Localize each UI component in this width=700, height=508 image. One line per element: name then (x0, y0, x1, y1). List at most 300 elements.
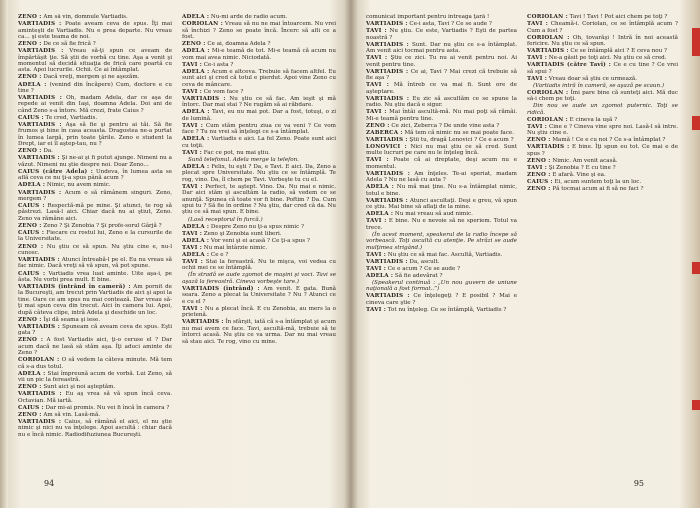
dialogue-line (182, 306, 336, 319)
dialogue-line (182, 89, 336, 95)
dialogue-text: Vreau să nu ne mai întoarcem. Nu vrei să închizi ? Zeno se poate încă. Încerc să afli ce a fost. (182, 21, 336, 40)
dialogue-text: Îşi dă seama şi iese. (43, 316, 101, 323)
dialogue-line (527, 62, 678, 75)
speaker-name: ZENO : (18, 74, 42, 81)
dialogue-line (18, 148, 172, 154)
dialogue-line (366, 211, 517, 217)
dialogue-text: Ce-i asta, Tavi ? Ce se aude ? (409, 21, 492, 28)
dialogue-line (18, 357, 172, 370)
dialogue-line (18, 115, 172, 121)
dialogue-text: Ce se întâmplă aici ? E ceva nou ? (570, 48, 668, 55)
dialogue-text: Nu ştiu ce să spun. Nu ştiu cine e, nu-l cunosc. (18, 243, 172, 256)
speaker-name: ADELA : (18, 81, 47, 88)
dialogue-text: Ei, acum suntem toţi la un loc. (554, 178, 642, 185)
dialogue-line (527, 137, 678, 143)
dialogue-line (18, 405, 172, 411)
dialogue-text: Ce ai, doamna Adela ? (207, 41, 271, 47)
dialogue-line (182, 14, 336, 20)
dialogue-line (366, 252, 517, 258)
speaker-name: TAVI : (182, 183, 203, 190)
speaker-name: VARTIADIS : (366, 95, 410, 102)
dialogue-line (366, 137, 517, 143)
speaker-name: ZABERCA : (366, 129, 403, 136)
dialogue-line (527, 179, 678, 185)
speaker-name: VARTIADIS : (366, 170, 411, 177)
speaker-name: VARTIADIS : (366, 41, 409, 48)
dialogue-text: Sunt aici şi noi aşteptăm. (43, 384, 116, 391)
dialogue-text: Am pornit de la Bucureşti, am trecut prin Vartiadis de aici şi apoi la tine. Oare ce am spus nu mai contează. Dar vreau să-ţi mai spun ceva din trecut. Aici în camera lui. Apoi, după câteva clipe, intră Adela şi deschide un loc. (18, 284, 172, 316)
dialogue-line (366, 157, 517, 170)
dialogue-line (366, 69, 517, 82)
dialogue-text: Te cred, Vartiadis. (45, 114, 98, 121)
speaker-name: ADELA : (182, 163, 210, 170)
dialogue-text: Da. (43, 148, 53, 155)
speaker-name: CAIUS : (18, 114, 44, 121)
dialogue-line (18, 182, 172, 188)
dialogue-line (527, 144, 678, 157)
speaker-name: TAVI : (527, 21, 548, 28)
speaker-name: ZENO : (527, 137, 551, 144)
dialogue-line (18, 337, 172, 356)
speaker-name: VARTIADIS : (527, 144, 570, 151)
speaker-name: ZENO : (527, 157, 551, 164)
dialogue-text: Am să vin. Lasă-mă. (43, 411, 101, 418)
speaker-name: TAVI : (366, 28, 387, 35)
stage-direction: (În acest moment, speakerul de la radio începe să vorbească. Toţi ascultă cu atenţie. Pe străzi se aude mulţimea strigând.) (366, 231, 517, 251)
dialogue-line (366, 273, 517, 279)
speaker-name: ADELA : (18, 370, 46, 377)
dialogue-text: Am venit. E gata. Bună seara. Zeno a plecat la Universitate ? Nu ? Atunci ce e cu el ? (182, 285, 336, 305)
dialogue-text: De ce să fie frică ? (43, 41, 96, 47)
dialogue-text: Respectă-mă pe mine. Şi atunci, te rog să păstrezi. Lasă-l aici. Chiar dacă nu ai ştiut, Zeno. Zeno va rămâne aici. (18, 203, 172, 222)
right-column-2 (527, 14, 678, 476)
dialogue-line (182, 245, 336, 251)
dialogue-text: Să fie adevărat ? (394, 272, 443, 279)
speaker-name: TAVI : (527, 164, 547, 171)
stage-direction: (În stradă se aude zgomot de maşini şi voci. Tavi se aşază la fereastră. Cineva vorbeşte tare.) (182, 272, 336, 285)
dialogue-text: Nici nu mai ştiu ce să cred. Sunt multe lucruri pe care nu le înţeleg încă. (366, 143, 517, 157)
dialogue-text: Stai împreună acum de vorbă. Lui Zeno, să vii un pic la fereastră. (18, 370, 172, 384)
dialogue-line (182, 238, 336, 244)
dialogue-line (182, 286, 336, 305)
dialogue-line (366, 123, 517, 129)
speaker-name: VARTIADIS (către Tavi) : (527, 62, 612, 69)
dialogue-line (182, 231, 336, 237)
dialogue-text: Da, ascult. (409, 258, 440, 265)
red-bookmark-tab (692, 262, 700, 274)
speaker-name: VARTIADIS : (366, 293, 410, 300)
dialogue-line (18, 412, 172, 418)
dialogue-line (182, 259, 336, 272)
dialogue-line (18, 271, 172, 284)
speaker-name: VARTIADIS : (18, 21, 62, 28)
right-page (356, 8, 688, 500)
speaker-name: TAVI : (182, 88, 202, 95)
speaker-name: ADELA : (182, 14, 210, 20)
dialogue-text: Nu ştiu ce să fac. Am ieşit şi mă întorc. Dar mai stai ? Ne rugăm să ai răbdare. (182, 95, 336, 109)
dialogue-text: Fiecare cu rostul lui, Zeno e la cursurile de la Universitate. (18, 230, 172, 243)
dialogue-text: Nu a plecat încă. E cu Zenobia, au mers la o prietenă. (182, 305, 336, 319)
dialogue-line (182, 252, 336, 258)
dialogue-line (366, 266, 517, 272)
dialogue-line (182, 21, 336, 40)
dialogue-text: Sunt. Dar nu ştiu ce s-a întâmplat. Am venit aici tocmai pentru asta. (366, 41, 517, 55)
stage-direction: (Lasă receptorul în furcă.) (188, 216, 263, 223)
dialogue-text: Vartiadis e aici. La fel Zeno. Poate sunt aici cu toţii. (182, 136, 336, 149)
dialogue-line (366, 171, 517, 184)
dialogue-text: O să vedem la câteva minute. Mă tem că s-a dus totul. (18, 357, 172, 370)
dialogue-text: Poate că ai dreptate, deşi acum nu e momentul. (366, 157, 517, 170)
dialogue-text: Ce e ? (210, 251, 229, 258)
dialogue-text: Zeno şi Zenobia sunt liberi. (203, 230, 282, 237)
stage-direction: Din nou se aude un zgomot puternic. Toţi se ridică. (527, 103, 678, 116)
dialogue-line (182, 48, 336, 61)
speaker-name: ADELA : (366, 211, 394, 218)
speaker-name: ZENO : (366, 122, 390, 129)
dialogue-text: În sfârşit, iată că s-a întâmplat şi acum nu mai avem ce face. Tavi, ascultă-mă, trebuie să te întorci acasă. Nu ştiu ce va urma. Dar nu mai vreau să stau aici. Te rog, vino cu mine. (182, 319, 336, 345)
dialogue-text: comunicat important pentru întreaga ţară ! (366, 14, 490, 20)
dialogue-line (182, 123, 336, 136)
dialogue-line (18, 74, 172, 80)
dialogue-text: Undeva, în lumea asta se află ceva ce nu ţi-a spus până acum ? (18, 168, 172, 182)
dialogue-line (527, 186, 678, 192)
dialogue-line (527, 172, 678, 178)
dialogue-text: Ce e acum ? Ce se aude ? (387, 265, 461, 272)
dialogue-line (18, 41, 172, 47)
speaker-name: VARTIADIS : (18, 323, 60, 330)
dialogue-line (18, 317, 172, 323)
dialogue-line (182, 69, 336, 88)
dialogue-text: Felix, tu eşti ? Da, e Tavi. E aici. Da, Zeno a plecat spre Universitate. Nu ştiu ce se întâmplă. Te rog, vino. Da, îl chem pe Tavi. Vorbeşte tu cu el. (182, 163, 336, 183)
speaker-name: TAVI : (527, 55, 547, 62)
dialogue-line (18, 122, 172, 148)
dialogue-line (366, 42, 517, 55)
dialogue-text: Vreau doar să ştiu ce urmează. (548, 75, 638, 82)
dialogue-text: Ce înţelegeţi ? E posibil ? Mai e cineva care ştie ? (366, 293, 517, 306)
speaker-name: VARTIADIS : (366, 68, 409, 75)
dialogue-text: Nu mai întârzie nimic. (203, 244, 268, 251)
dialogue-line (18, 169, 172, 182)
dialogue-text: Tavi, eu nu mai pot. Dar a fost, totuşi, o zi de lumină. (182, 109, 336, 122)
dialogue-text: Mai întâi ascultă-mă. Nu mai poţi să rămâi. Mi-e teamă pentru tine. (366, 109, 517, 122)
dialogue-line (366, 144, 517, 157)
speaker-name: TAVI : (182, 230, 202, 237)
speaker-name: CORIOLAN : (527, 14, 568, 20)
dialogue-line (18, 284, 172, 316)
dialogue-text: Nu mai vreau să aud nimic. (394, 211, 473, 218)
speaker-name: TAVI : (527, 123, 548, 130)
dialogue-line (18, 419, 172, 438)
dialogue-line (527, 124, 678, 137)
dialogue-line (18, 203, 172, 222)
dialogue-text: Vartiadis vrea luat aminte. Uite aşa-i, pe ăsta. Nu vorbi prea mult. E bine. (18, 270, 172, 283)
dialogue-text: Tavi ! Tavi ! Pot aici chem pe toţi ? (569, 14, 668, 20)
dialogue-text: Şi Zenobia ? E cu tine ? (548, 164, 616, 171)
dialogue-text: Nu ştiu. Ce este, Vartiadis ? Eşti de partea noastră ? (366, 28, 517, 41)
dialogue-line (18, 324, 172, 337)
dialogue-line (366, 218, 517, 231)
dialogue-text: Atunci întreabă-l pe el. Eu nu vreau să fac nimic. Dacă vreţi să vă spun, vă pot spune. (18, 257, 172, 270)
dialogue-text: Spuneam că aveam ceva de spus. Eşti gata ? (18, 323, 172, 337)
dialogue-line (18, 384, 172, 390)
speaker-name: ADELA : (182, 68, 210, 75)
speaker-name: TAVI : (366, 82, 389, 89)
dialogue-text: Nimic. Am venit acasă. (552, 157, 618, 164)
dialogue-text: Şi ne-ai şi fi putut ajunge. Nimeni nu a văzut. Nimeni nu ştie despre noi. Doar Zeno... (18, 155, 172, 168)
dialogue-text: Stai la fereastră. Nu te mişca, voi vedea cu ochii mei ce se întâmplă. (182, 258, 336, 272)
speaker-name: ADELA : (182, 237, 210, 244)
speaker-name: ZENO : (18, 337, 44, 344)
dialogue-line (18, 371, 172, 384)
dialogue-text: Oh, madam Adela, dar ce aşa de repede ai venit din Iaşi, doamna Adela. Doi ani de când Zeno s-a întors. Mă crezi, frate Caius ? (18, 95, 172, 114)
speaker-name: ADELA : (18, 182, 46, 189)
dialogue-line (18, 14, 172, 20)
speaker-name: CAIUS : (18, 203, 45, 209)
speaker-name: TAVI : (366, 218, 387, 225)
red-bookmark-tab (692, 116, 700, 130)
dialogue-line (527, 21, 678, 34)
dialogue-text: Nu-mi arde de radio acum. (210, 14, 288, 20)
speaker-name: VARTIADIS : (18, 257, 60, 263)
dialogue-text: E bine. Nu e nevoie să ne speriem. Totul va trece. (366, 218, 517, 231)
speaker-name: TAVI : (182, 149, 202, 156)
dialogue-text: Vor veni şi ei acasă ? Ce ţi-a spus ? (210, 237, 310, 244)
dialogue-line (366, 14, 517, 20)
dialogue-text: Fac ce pot, nu mai ştiu. (203, 149, 270, 156)
dialogue-text: Pă tocmai acum ai fi să ne faci ? (552, 186, 644, 193)
speaker-name: TAVI : (366, 306, 386, 313)
speaker-name: ADELA : (182, 223, 210, 230)
dialogue-line (366, 21, 517, 27)
red-bookmark-tab (692, 28, 700, 56)
left-page (8, 8, 346, 500)
dialogue-line (366, 307, 517, 313)
dialogue-text: Am să vin, domnule Vartiadis. (43, 14, 128, 20)
speaker-name: LONOVICI : (366, 143, 407, 150)
book-edge (0, 0, 8, 508)
dialogue-line (18, 21, 172, 40)
dialogue-text: Dar mi-ai promis. Nu vei fi încă în camera ? (45, 404, 170, 411)
speaker-name: ZENO : (18, 411, 42, 418)
dialogue-line (366, 109, 517, 122)
speaker-name: CAIUS (către Adela) : (18, 168, 93, 175)
dialogue-text: Oh, tovarăşi ! Intră în noi această fericire. Nu ştiu ce să spun. (527, 34, 678, 47)
dialogue-line (18, 155, 172, 168)
dialogue-text: Mă tem că nimic nu se mai poate face. (404, 129, 514, 136)
speaker-name: TAVI : (182, 305, 203, 312)
dialogue-text: Nu ştiu ce să mai fac. Ascultă, Vartiadis. (387, 251, 503, 258)
dialogue-text: Vreau să-ţi spun ce aveam de împărtăşit ţie. Să ştii de vorbă cu tine. Aşa a venit şi momentul să decidă situaţia de frică care poartă cu asta. Apoi lucrurile. Ochii. Ce ai întâmplat. (18, 48, 172, 74)
dialogue-text: Ce zici, Zeberca ? De unde vine asta ? (391, 122, 500, 129)
dialogue-line (366, 55, 517, 68)
speaker-name: VARTIADIS : (18, 122, 62, 128)
dialogue-line (18, 244, 172, 257)
dialogue-line (527, 35, 678, 48)
speaker-name: ZENO : (18, 222, 42, 229)
dialogue-text: Ştii tu, dragă Lenovici ? Ce e acum ? (409, 136, 514, 143)
speaker-name: TAVI : (366, 157, 389, 164)
speaker-name: ADELA : (366, 184, 395, 191)
speaker-name: CORIOLAN : (18, 357, 60, 364)
page-number-left: 94 (44, 479, 55, 488)
speaker-name: VARTIADIS : (18, 48, 64, 55)
speaker-name: VARTIADIS : (366, 21, 408, 28)
speaker-name: VARTIADIS : (366, 197, 408, 204)
speaker-name: ADELA : (182, 109, 210, 116)
dialogue-line (182, 96, 336, 109)
dialogue-text: Cheamă-i. Coriolan, ce se întâmplă acum ? Cum a fost ? (527, 21, 678, 34)
speaker-name: CAIUS : (18, 270, 46, 277)
speaker-name: VARTIADIS : (18, 391, 62, 398)
speaker-name: VARTIADIS : (18, 155, 60, 162)
speaker-name: CAIUS : (18, 230, 45, 236)
dialogue-line (182, 150, 336, 156)
dialogue-text: Ce-i asta ? (203, 61, 234, 68)
dialogue-text: Ce vom face ? (203, 88, 244, 95)
dialogue-text: Acum e altceva. Trebuie să facem altfel. Eu sunt aici şi cred că totul e pierdut. Apoi vine Zeno cu ceva de mâncare. (182, 68, 336, 88)
speaker-name: ADELA : (182, 251, 210, 258)
dialogue-text: Aşa să fie şi pentru ai tăi. Să fie frumos şi bine în casa aceasta. Dragostea ne-a purtat în lumea largă, prin toate ţările. Zeno e student la Drept, iar ei îl aştep-tau, nu ? (18, 122, 172, 148)
dialogue-text: Mă întreb ce va mai fi. Sunt ore de aşteptare. (366, 82, 517, 95)
dialogue-line (366, 259, 517, 265)
dialogue-line (527, 165, 678, 171)
dialogue-text: Eu aş vrea să vă spun încă ceva. Octavian. Mă iartă. (18, 391, 172, 404)
dialogue-line (527, 76, 678, 82)
dialogue-text: Îmi pare bine că sunteţi aici. Mă duc să-i chem pe toţi. (527, 89, 678, 103)
dialogue-line (527, 14, 678, 20)
dialogue-text: Am înţeles. Te-ai speriat, madam Adela ? Nu ne lasă cu asta ? (366, 170, 517, 184)
dialogue-line (182, 224, 336, 230)
dialogue-line (366, 184, 517, 197)
speaker-name: CORIOLAN : (527, 89, 569, 96)
speaker-name: VARTIADIS : (182, 95, 226, 102)
red-bookmark-tab (692, 400, 700, 410)
page-number-right: 95 (633, 479, 644, 488)
speaker-name: CAIUS : (18, 404, 44, 411)
dialogue-line (18, 223, 172, 229)
speaker-name: TAVI : (527, 75, 547, 82)
speaker-name: VARTIADIS (intrând în cameră) : (18, 284, 131, 290)
stage-direction: (Vartiadis intră în cameră, se aşază pe scaun.) (533, 82, 665, 89)
speaker-name: TAVI : (366, 55, 388, 62)
dialogue-line (366, 96, 517, 109)
speaker-name: CAIUS : (527, 178, 553, 185)
speaker-name: TAVI : (366, 109, 387, 116)
speaker-name: CORIOLAN : (527, 34, 570, 41)
dialogue-text: Despre Zeno nu ţi-a spus nimic ? (210, 223, 304, 230)
stage-direction: (Speakerul continuă : „Un nou guvern de uniune naţională a fost format..”) (366, 279, 517, 293)
dialogue-text: Eu zic să ascultăm ce se spune la radio. Nu ştiu dacă e sigur. (366, 95, 517, 109)
dialogue-line (18, 230, 172, 243)
speaker-name: TAVI : (182, 61, 202, 68)
dialogue-text: (venind din încăpere) Cum, doctore e cu tine ? (18, 81, 172, 94)
speaker-name: VARTIADIS : (18, 95, 62, 101)
speaker-name: CORIOLAN : (527, 116, 568, 123)
dialogue-text: Acum o să rămânem singuri. Zeno, mergem ? (18, 189, 172, 202)
speaker-name: TAVI : (182, 258, 203, 265)
dialogue-text: E cineva la uşă ? (569, 116, 618, 123)
dialogue-line (182, 109, 336, 122)
dialogue-line (182, 136, 336, 149)
dialogue-text: Tot nu înţeleg. Ce se întâmplă, Vartiadis ? (387, 306, 507, 313)
dialogue-line (366, 198, 517, 211)
speaker-name: ZENO : (18, 14, 42, 20)
dialogue-text: Cum stăm pentru ziua ce va veni ? Ce vom face ? Tu nu vrei să înţelegi ce s-a întâmplat. (182, 122, 336, 136)
dialogue-line (18, 95, 172, 114)
dialogue-text: Atunci ascultaţi. Deşi e greu, vă spun ce ştiu. Mai bine să aflaţi de la mine. (366, 197, 517, 211)
dialogue-line (527, 55, 678, 61)
dialogue-line (527, 117, 678, 123)
dialogue-line (182, 184, 336, 216)
dialogue-text: Mi-e teamă de tot. Mi-e teamă că acum nu vom mai avea nimic. Niciodată. (182, 48, 336, 61)
dialogue-line (18, 257, 172, 270)
speaker-name: ZENO : (18, 384, 42, 391)
speaker-name: ZENO : (18, 41, 42, 47)
speaker-name: CORIOLAN : (182, 21, 223, 28)
dialogue-text: E afară. Vine şi ea. (552, 171, 606, 178)
dialogue-text: Perfect, te aştept. Vino. Da. Nu mai e nimic. Dar aici stăm şi ascultăm la radio, să vedem ce se anunţă. Spunea că toate vor fi bine. Poftim ? Da. Cum spui tu ? Să fie în ordine ? Nu ştiu, dar cred că da. Nu ştiu ce să mai spun. E bine. (182, 183, 336, 216)
dialogue-text: Ce ai, Tavi ? Mai crezi că trebuie să fie aşa ? (366, 68, 517, 82)
dialogue-line (18, 190, 172, 203)
dialogue-text: Ce e cu tine ? Ce vrei să spui ? (527, 62, 678, 75)
speaker-name: VARTIADIS : (182, 319, 224, 326)
dialogue-line (18, 82, 172, 95)
speaker-name: ADELA : (182, 48, 210, 55)
speaker-name: ZENO : (18, 316, 42, 323)
speaker-name: ZENO : (527, 171, 551, 178)
speaker-name: ZENO : (527, 186, 551, 193)
left-column-1 (18, 14, 172, 476)
speaker-name: VARTIADIS : (18, 189, 62, 196)
speaker-name: ZENO : (18, 243, 44, 250)
dialogue-text: Ştiu ce zici. Tu nu ai venit pentru noi. Ai venit pentru tine. (366, 55, 517, 68)
dialogue-text: Nu mă mai ţine. Nu s-a întâmplat nimic, totul e bine. (366, 184, 517, 197)
speaker-name: TAVI : (366, 251, 386, 258)
dialogue-line (527, 90, 678, 103)
dialogue-line (182, 319, 336, 345)
dialogue-line (366, 293, 517, 306)
speaker-name: ZENO : (18, 148, 42, 155)
dialogue-text: Nimic, nu avem nimic. (46, 182, 111, 189)
dialogue-text: A fost Vartiadis aici, ţi-o ceruse el ? Dar acum dacă ne lasă să stăm aşa. Îţi aduci aminte de Zeno ? (18, 337, 172, 357)
speaker-name: ADELA : (182, 136, 210, 143)
speaker-name: VARTIADIS : (366, 258, 408, 265)
dialogue-text: Caius, să rămână el aici, el nu ştie nimic şi nici nu va înţelege. Apoi ascultă : chiar dacă nu e încă nimic. Radiodifuziunea Bucureşti. (18, 419, 172, 438)
speaker-name: VARTIADIS : (18, 419, 62, 425)
dialogue-line (366, 82, 517, 95)
dialogue-line (366, 28, 517, 41)
speaker-name: TAVI : (182, 244, 202, 251)
dialogue-line (18, 48, 172, 74)
dialogue-text: E bine. Îţi spun eu tot. Ce mai e de spus ? (527, 144, 678, 157)
left-column-2 (182, 14, 336, 476)
stage-direction: Sună telefonul. Adela merge la telefon. (188, 156, 299, 163)
speaker-name: VARTIADIS (intrând) : (182, 285, 260, 292)
dialogue-text: Poate aveam ceva de spus. Îţi mai aminteşti de Vartiadis. Nu e prea departe. Nu vreau ca... şi este teama de noi. (18, 21, 172, 40)
dialogue-line (182, 62, 336, 68)
speaker-name: TAVI : (366, 265, 386, 272)
dialogue-text: Dacă vreţi, mergem şi ne aşezăm. (43, 74, 140, 81)
dialogue-text: Cine e ? Cineva vine spre noi. Lasă-l să intre. Nu ştiu cine e. (527, 123, 678, 137)
dialogue-line (527, 158, 678, 164)
dialogue-text: Zeno ? Şi Zenobia ? Şi profe-sorul Gârjă ? (43, 222, 162, 229)
dialogue-text: Mamă ! Ce e cu noi ? Ce s-a întâmplat ? (552, 137, 666, 144)
dialogue-text: Ne-a găsit pe toţi aici. Nu ştiu ce să cred. (548, 55, 667, 62)
speaker-name: VARTIADIS : (366, 136, 408, 143)
right-column-1 (366, 14, 517, 476)
speaker-name: VARTIADIS : (527, 48, 569, 55)
speaker-name: ADELA : (366, 272, 394, 279)
